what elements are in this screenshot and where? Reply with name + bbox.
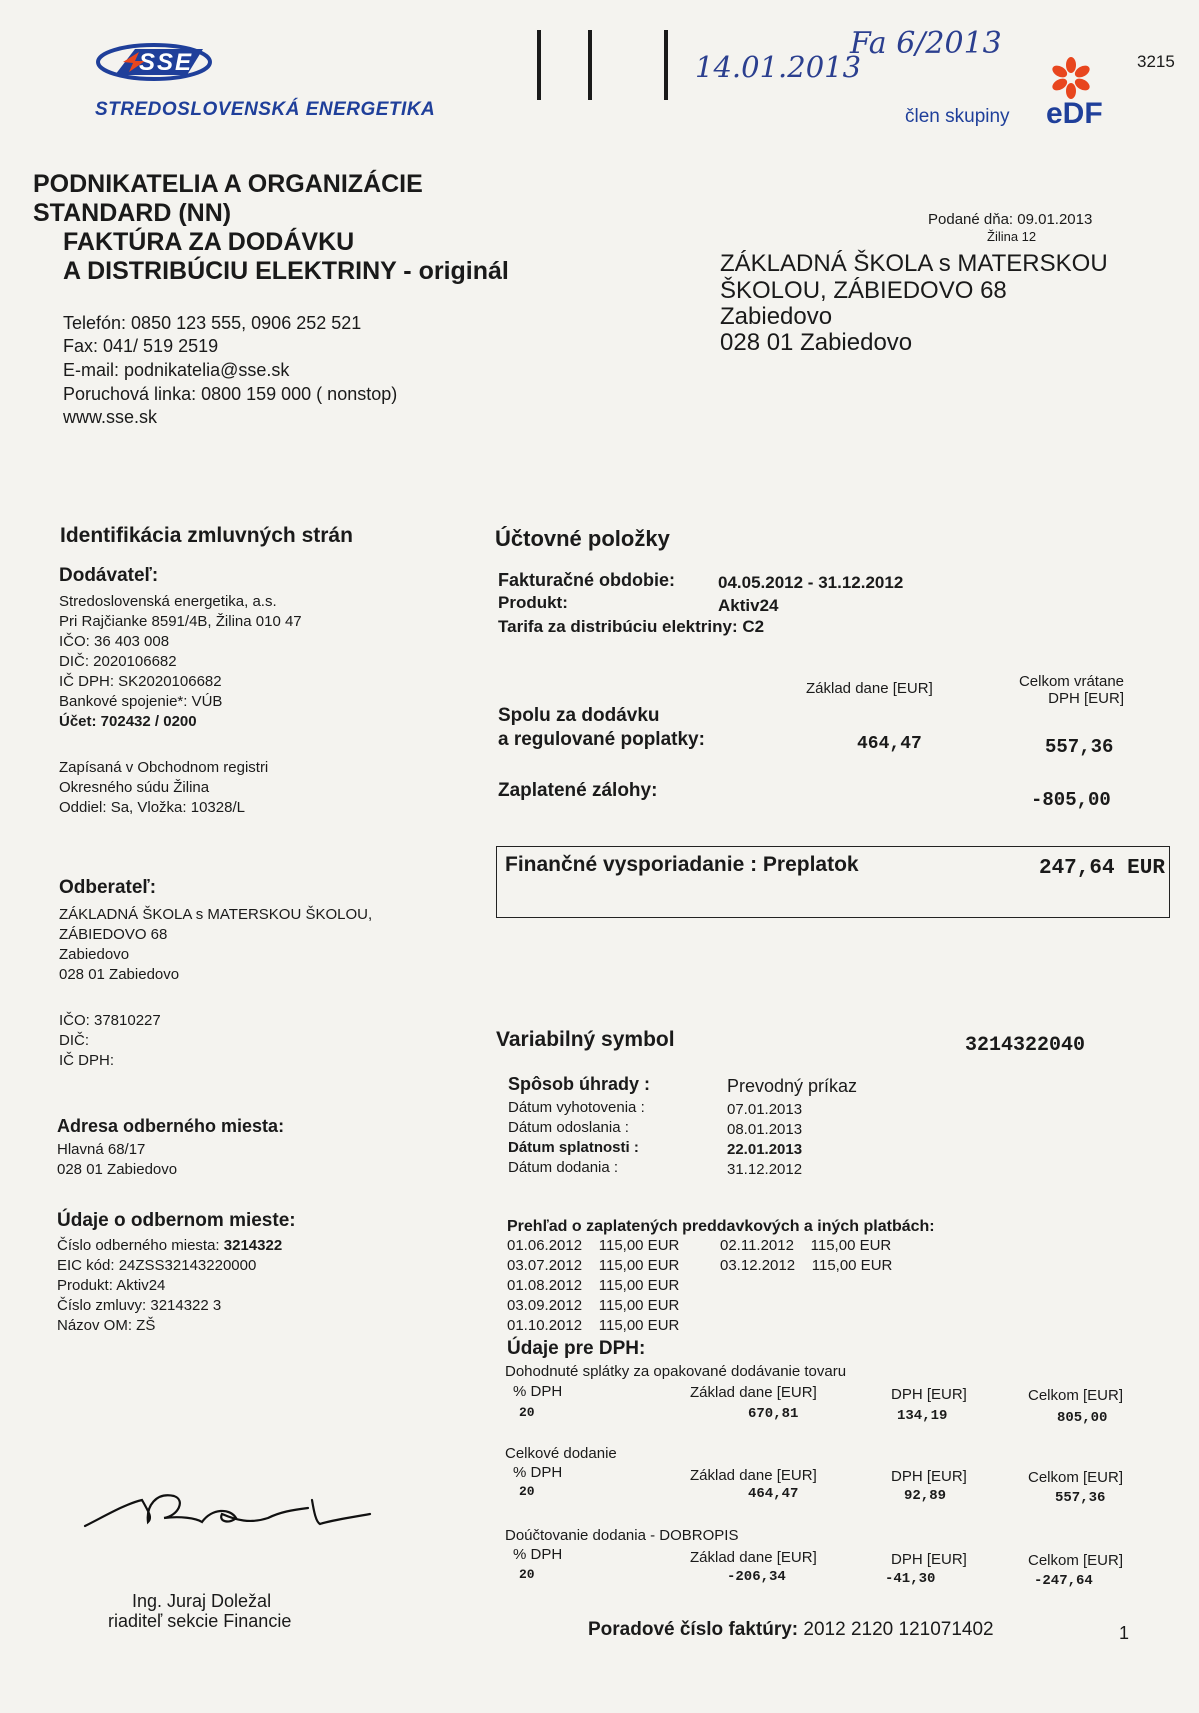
vs-value: 3214322040: [965, 1034, 1086, 1057]
supplier-account: Účet: 702432 / 0200: [59, 713, 197, 730]
supplier-line: Stredoslovenská energetika, a.s.: [59, 593, 277, 610]
vat-total: 557,36: [1055, 1490, 1106, 1506]
edf-flower-icon: [1046, 56, 1096, 100]
contact-hotline: Poruchová linka: 0800 159 000 ( nonstop): [63, 384, 398, 404]
site-address-line: 028 01 Zabiedovo: [57, 1161, 178, 1178]
vat-section-title: Celkové dodanie: [505, 1445, 617, 1462]
billing-period-value: 04.05.2012 - 31.12.2012: [718, 573, 904, 592]
billing-product-label: Produkt:: [498, 593, 568, 612]
vat-base-header: Základ dane [EUR]: [690, 1384, 817, 1401]
doc-title-line3: FAKTÚRA ZA DODÁVKU: [63, 228, 355, 256]
supplier-line: Bankové spojenie*: VÚB: [59, 693, 223, 710]
site-number-label: Číslo odberného miesta:: [57, 1237, 220, 1254]
advance-amount: 115,00 EUR: [598, 1297, 680, 1314]
advance-date: 03.12.2012: [720, 1257, 796, 1274]
paid-value: -805,00: [1031, 789, 1111, 811]
settlement-value: 247,64 EUR: [1038, 857, 1165, 880]
vat-base-header: Základ dane [EUR]: [690, 1549, 817, 1566]
site-info-line: Číslo zmluvy: 3214322 3: [57, 1297, 222, 1314]
site-info-line: Produkt: Aktiv24: [57, 1277, 166, 1294]
vat-vat-header: DPH [EUR]: [891, 1551, 967, 1568]
document-number: 3215: [1137, 52, 1175, 71]
advance-date: 01.10.2012: [507, 1317, 583, 1334]
date-value: 31.12.2012: [727, 1161, 803, 1178]
contact-email: E-mail: podnikatelia@sse.sk: [63, 360, 290, 380]
customer-id-line: IČ DPH:: [59, 1052, 115, 1069]
contact-fax: Fax: 041/ 519 2519: [63, 336, 219, 356]
date-label: Dátum splatnosti :: [508, 1139, 639, 1156]
vat-rate-header: % DPH: [513, 1464, 563, 1481]
contact-web: www.sse.sk: [63, 407, 158, 427]
vat-base: -206,34: [727, 1569, 786, 1585]
col-base-header: Základ dane [EUR]: [806, 680, 933, 697]
col-total-header-2: DPH [EUR]: [1048, 690, 1124, 707]
col-total-header-1: Celkom vrátane: [1018, 673, 1124, 690]
vat-vat-header: DPH [EUR]: [891, 1386, 967, 1403]
customer-id-line: DIČ:: [59, 1032, 89, 1049]
advance-row: [507, 1316, 679, 1336]
vat-section-title: Doúčtovanie dodania - DOBROPIS: [505, 1527, 739, 1544]
method-label: Spôsob úhrady :: [508, 1074, 651, 1094]
customer-line: Zabiedovo: [59, 946, 130, 963]
advance-amount: 115,00 EUR: [598, 1257, 680, 1274]
supplier-line: Pri Rajčianke 8591/4B, Žilina 010 47: [59, 613, 302, 630]
recipient-line3: Zabiedovo: [720, 303, 833, 330]
registry-line: Zapísaná v Obchodnom registri: [59, 759, 269, 776]
sum-base-value: 464,47: [857, 734, 922, 754]
advance-row: [507, 1296, 679, 1316]
billing-tariff-label: Tarifa za distribúciu elektriny:: [498, 617, 738, 636]
vat-rate: 20: [519, 1484, 535, 1499]
vat-rate-header: % DPH: [513, 1546, 563, 1563]
paid-label: Zaplatené zálohy:: [498, 780, 658, 801]
date-label: Dátum vyhotovenia :: [508, 1099, 645, 1116]
settlement-label: Finančné vysporiadanie : Preplatok: [505, 853, 859, 876]
site-info-label: Údaje o odbernom mieste:: [57, 1210, 296, 1231]
invoice-number-value: 2012 2120 121071402: [803, 1619, 994, 1640]
customer-id-line: IČO: 37810227: [59, 1012, 161, 1029]
advance-row: [507, 1236, 679, 1256]
company-name: STREDOSLOVENSKÁ ENERGETIKA: [95, 99, 436, 120]
site-address-block: [57, 1140, 177, 1180]
sum-total-value: 557,36: [1045, 736, 1114, 758]
customer-line: 028 01 Zabiedovo: [59, 966, 180, 983]
settlement-box: [496, 846, 1170, 918]
date-value: 22.01.2013: [727, 1141, 803, 1158]
doc-title-line1: PODNIKATELIA A ORGANIZÁCIE: [33, 170, 423, 198]
customer-line: ZÁKLADNÁ ŠKOLA s MATERSKOU ŠKOLOU,: [59, 906, 373, 923]
billing-tariff-value: C2: [742, 617, 765, 636]
advance-amount: 115,00 EUR: [598, 1277, 680, 1294]
vat-rate: 20: [519, 1567, 535, 1582]
submitted-date: Podané dňa: 09.01.2013: [928, 211, 1093, 228]
site-address-line: Hlavná 68/17: [57, 1141, 146, 1158]
advance-row: [720, 1256, 892, 1276]
supplier-registry: [59, 758, 268, 818]
site-info-block: [57, 1236, 282, 1336]
vat-total: -247,64: [1034, 1573, 1093, 1589]
sum-label-1: Spolu za dodávku: [498, 705, 660, 726]
invoice-number: [588, 1619, 994, 1641]
vat-total-header: Celkom [EUR]: [1028, 1552, 1124, 1569]
vat-base-header: Základ dane [EUR]: [690, 1467, 817, 1484]
site-address-label: Adresa odberného miesta:: [57, 1116, 285, 1136]
advance-date: 03.09.2012: [507, 1297, 583, 1314]
signer-role: riaditeľ sekcie Financie: [108, 1611, 292, 1631]
vat-base: 464,47: [748, 1486, 799, 1502]
advance-amount: 115,00 EUR: [598, 1237, 680, 1254]
recipient-line4: 028 01 Zabiedovo: [720, 329, 913, 356]
advance-amount: 115,00 EUR: [810, 1237, 892, 1254]
billing-tariff: [498, 617, 764, 637]
billing-heading: Účtovné položky: [495, 526, 670, 551]
advance-date: 01.08.2012: [507, 1277, 583, 1294]
date-value: 08.01.2013: [727, 1121, 803, 1138]
billing-product-value: Aktiv24: [718, 596, 779, 615]
site-number-value: 3214322: [223, 1237, 283, 1254]
site-number-row: [57, 1236, 282, 1256]
vat-total-header: Celkom [EUR]: [1028, 1387, 1124, 1404]
customer-label: Odberateľ:: [59, 877, 157, 898]
vat-vat: 92,89: [904, 1488, 947, 1504]
logo-text: SSE: [139, 49, 194, 76]
advance-date: 03.07.2012: [507, 1257, 583, 1274]
sse-logo: [95, 42, 213, 82]
advance-row: [720, 1236, 892, 1256]
customer-ids: [59, 1011, 161, 1071]
vat-vat: -41,30: [885, 1571, 936, 1587]
page-number: 1: [1119, 1623, 1130, 1643]
supplier-block: [59, 592, 302, 732]
invoice-number-label: Poradové číslo faktúry:: [588, 1619, 799, 1640]
supplier-line: IČ DPH: SK2020106682: [59, 673, 222, 690]
post-office: Žilina 12: [987, 229, 1037, 244]
parties-heading: Identifikácia zmluvných strán: [60, 524, 353, 547]
customer-line: ZÁBIEDOVO 68: [59, 926, 168, 943]
supplier-line: IČO: 36 403 008: [59, 633, 170, 650]
dates-labels: [508, 1098, 645, 1178]
advance-date: 01.06.2012: [507, 1237, 583, 1254]
doc-title-line4: A DISTRIBÚCIU ELEKTRINY - originál: [63, 257, 509, 285]
handwritten-ref: Fa 6/2013: [850, 26, 1002, 61]
signer-name: Ing. Juraj Doležal: [132, 1591, 272, 1611]
advance-row: [507, 1256, 679, 1276]
handwritten-date: 14.01.2013: [695, 50, 862, 84]
recipient-line2: ŠKOLOU, ZÁBIEDOVO 68: [720, 277, 1007, 304]
registry-line: Okresného súdu Žilina: [59, 779, 210, 796]
advances-col2: [720, 1236, 892, 1276]
advances-heading: Prehľad o zaplatených preddavkových a iných platbách:: [507, 1218, 935, 1235]
doc-title-line2: STANDARD (NN): [33, 199, 232, 227]
vat-section-title: Dohodnuté splátky za opakované dodávanie tovaru: [505, 1363, 847, 1380]
signature-graphic: [80, 1478, 380, 1548]
sum-label-2: a regulované poplatky:: [498, 729, 705, 750]
edf-logo: eDF: [1046, 97, 1103, 130]
vat-vat: 134,19: [897, 1408, 948, 1424]
vat-vat-header: DPH [EUR]: [891, 1468, 967, 1485]
vat-total: 805,00: [1057, 1410, 1108, 1426]
vat-rate-header: % DPH: [513, 1383, 563, 1400]
site-info-line: Názov OM: ZŠ: [57, 1317, 156, 1334]
billing-period-label: Fakturačné obdobie:: [498, 570, 676, 590]
date-label: Dátum dodania :: [508, 1159, 619, 1176]
col-total-header: [1000, 673, 1124, 707]
advance-row: [507, 1276, 679, 1296]
supplier-line: DIČ: 2020106682: [59, 653, 177, 670]
vs-label: Variabilný symbol: [496, 1028, 675, 1051]
supplier-label: Dodávateľ:: [59, 565, 159, 586]
customer-block: [59, 905, 372, 985]
vat-heading: Údaje pre DPH:: [507, 1338, 646, 1359]
advance-amount: 115,00 EUR: [811, 1257, 893, 1274]
vat-total-header: Celkom [EUR]: [1028, 1469, 1124, 1486]
recipient-line1: ZÁKLADNÁ ŠKOLA s MATERSKOU: [720, 250, 1108, 277]
registry-line: Oddiel: Sa, Vložka: 10328/L: [59, 799, 245, 816]
vat-rate: 20: [519, 1405, 535, 1420]
dates-values: [727, 1100, 802, 1180]
date-label: Dátum odoslania :: [508, 1119, 629, 1136]
vat-base: 670,81: [748, 1406, 799, 1422]
method-value: Prevodný príkaz: [727, 1076, 858, 1096]
advances-col1: [507, 1236, 679, 1336]
advance-date: 02.11.2012: [720, 1237, 794, 1254]
contact-phone: Telefón: 0850 123 555, 0906 252 521: [63, 313, 362, 333]
site-info-line: EIC kód: 24ZSS32143220000: [57, 1257, 257, 1274]
advance-amount: 115,00 EUR: [598, 1317, 680, 1334]
date-value: 07.01.2013: [727, 1101, 803, 1118]
group-label: člen skupiny: [905, 106, 1010, 127]
